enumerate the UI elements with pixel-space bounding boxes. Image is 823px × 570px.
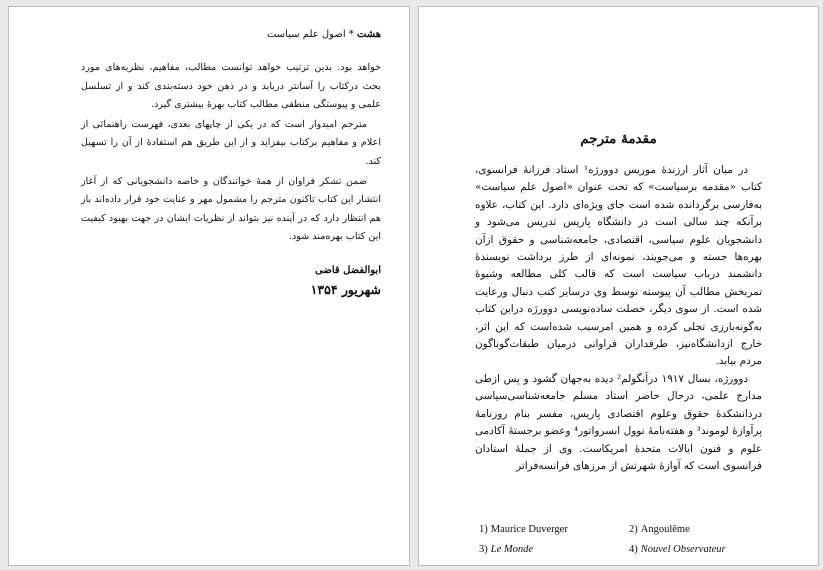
footnote-2 bbox=[629, 520, 690, 540]
paragraph: مترجم امیدوار است که در یکی از چاپهای بعدی، فهرست راهنمائی از اعلام و مفاهیم برکتاب بیفزاید و از این طریق هم استفادهٔ از آن را تسهیل کند. bbox=[81, 118, 381, 167]
footnotes bbox=[479, 520, 779, 560]
footnote-number: 1) bbox=[479, 524, 488, 535]
footnote-text: Maurice Duverger bbox=[490, 524, 568, 535]
running-head bbox=[267, 29, 381, 40]
running-head-page-number: هشت bbox=[356, 29, 381, 40]
running-head-title: اصول علم سیاست bbox=[266, 29, 346, 40]
paragraph: خواهد بود. بدین ترتیب خواهد توانست مطالب، مفاهیم، نظریه‌های مورد بحث درکتاب را آسانتر دریابد و در ذهن خود دسته‌بندی کند و از تسلسل علمی و پیوستگی منطقی مطالب کتاب بهرهٔ بیشتری گیرد. bbox=[81, 62, 381, 111]
footnote-number: 4) bbox=[629, 544, 638, 555]
signature-name: ابوالفضل قاضی bbox=[315, 265, 381, 276]
translator-signature bbox=[311, 261, 381, 299]
footnote-row bbox=[479, 540, 779, 560]
left-page-body bbox=[81, 59, 381, 248]
footnote-text: Angoulême bbox=[640, 524, 690, 535]
footnote-1 bbox=[479, 520, 629, 540]
section-title: مقدمهٔ مترجم bbox=[580, 131, 657, 147]
paragraph: دوورژه، بسال ۱۹۱۷ درآنگولم² دیده به‌جهان گشود و پس ازطی مدارج علمی، درحال حاضر استاد مسلم جامعه‌شناسی‌سیاسی دردانشکدهٔ حقوق وعلوم اقتصادی پاریس، مفسر بنام روزنامهٔ پرآوازهٔ لوموند³ و هفته‌نامهٔ نوول ابسرواتور⁴ وعضو برجستهٔ آکادمی علوم و فنون ایالات متحدهٔ امریکاست. وی از جملهٔ استادان فرانسوی است که آوازهٔ شهرتش از مرزهای فرانسه‌فراتر bbox=[475, 372, 763, 472]
right-page-body bbox=[475, 162, 762, 475]
footnote-number: 3) bbox=[479, 544, 488, 555]
footnote-row bbox=[479, 520, 779, 540]
footnote-4 bbox=[629, 540, 726, 560]
signature-date: شهریور ۱۳۵۴ bbox=[310, 282, 381, 297]
left-page bbox=[8, 6, 410, 566]
running-head-separator: * bbox=[348, 29, 354, 40]
paragraph: در میان آثار ارزندهٔ موریس دوورژه¹ استاد فرزانهٔ فرانسوی، کتاب «مقدمه برسیاست» که تحت عنوان «اصول علم سیاست» به‌فارسی برگردانده شده است جای ویژه‌ای دارد. این کتاب، علاوه برآنکه چند سالی است در دانشگاه پاریس تدریس می‌شود و دانشجویان علوم سیاسی، اقتصادی، جامعه‌شناسی و حقوق ازآن بهره‌ها جسته و می‌جویند، نمونه‌ای از طرز برداشت نویسندهٔ دانشمند درباب سیاست است که قالب کلی مطالعه وشیوهٔ تمربخش مطالب آن پیوسته توسط وی درسایر کتب دنبال ورعایت شده است. از سوی دیگر، خصلت ساده‌نویسی دوورژه دراین کتاب به‌گونه‌بارزی تجلی کرده و همین امرسبب شده‌است که این اثر، خارج ازدانشگاه‌نیز، طرفداران فراوانی درمیان طبقات‌گوناگون مردم بیابد. bbox=[475, 164, 762, 368]
footnote-number: 2) bbox=[629, 524, 638, 535]
right-page bbox=[418, 6, 819, 566]
footnote-3 bbox=[479, 540, 629, 560]
footnote-text: Nouvel Observateur bbox=[640, 544, 726, 555]
paragraph: ضمن تشکر فراوان از همهٔ خوانندگان و خاصه دانشجویانی که از آغاز انتشار این کتاب تاکنون مترجم را مشمول مهر و عنایت خود قرار داده‌اند باز هم انتظار دارد که در آینده نیز بتواند از نظریات ایشان در جهت بهبود کیفیت این کتاب بهره‌مند شود. bbox=[81, 175, 381, 243]
footnote-text: Le Monde bbox=[490, 544, 534, 555]
